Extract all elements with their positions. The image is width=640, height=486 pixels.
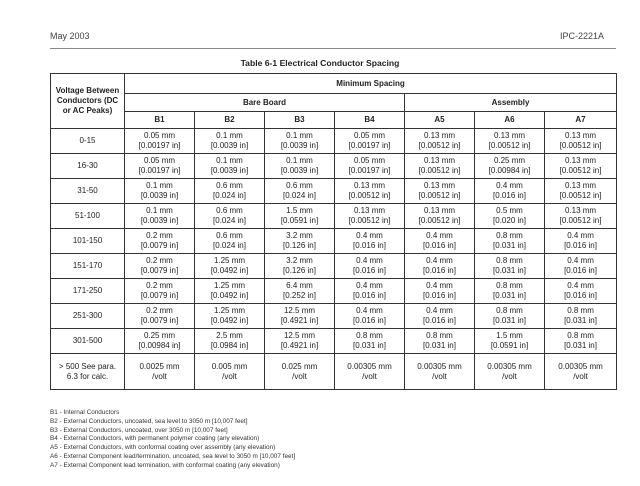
table-row bbox=[51, 354, 617, 390]
spacing-cell bbox=[125, 129, 195, 154]
spacing-metric: 0.00305 mm bbox=[347, 361, 392, 371]
spacing-imperial: [0.0079 in] bbox=[140, 241, 179, 250]
spacing-imperial: [0.016 in] bbox=[423, 316, 456, 325]
spacing-imperial: [0.0039 in] bbox=[210, 166, 249, 175]
spacing-imperial: [0.016 in] bbox=[564, 266, 597, 275]
document-id: IPC-2221A bbox=[560, 31, 605, 41]
spacing-metric: 0.4 mm bbox=[496, 181, 523, 190]
spacing-cell bbox=[545, 329, 617, 354]
spacing-metric: 0.025 mm bbox=[281, 361, 318, 371]
spacing-metric: 1.5 mm bbox=[496, 331, 523, 340]
spacing-imperial: /volt bbox=[573, 371, 588, 381]
spacing-metric: 0.4 mm bbox=[567, 281, 594, 290]
spacing-metric: 0.1 mm bbox=[216, 131, 243, 140]
spacing-imperial: [0.00512 in] bbox=[418, 216, 461, 225]
spacing-cell bbox=[405, 229, 475, 254]
column-header-b4: B4 bbox=[335, 112, 405, 129]
spacing-metric: 0.2 mm bbox=[146, 281, 173, 290]
voltage-cell: 171-250 bbox=[51, 279, 125, 304]
spacing-cell bbox=[405, 179, 475, 204]
spacing-cell bbox=[405, 304, 475, 329]
spacing-metric: 3.2 mm bbox=[286, 256, 313, 265]
spacing-cell bbox=[405, 204, 475, 229]
spacing-imperial: [0.024 in] bbox=[213, 241, 246, 250]
spacing-imperial: [0.024 in] bbox=[213, 191, 246, 200]
spacing-metric: 0.05 mm bbox=[353, 156, 386, 165]
spacing-cell bbox=[265, 179, 335, 204]
spacing-imperial: [0.00197 in] bbox=[348, 166, 391, 175]
spacing-cell bbox=[475, 129, 545, 154]
spacing-cell bbox=[335, 329, 405, 354]
spacing-cell bbox=[125, 254, 195, 279]
footnote-line: A6 - External Component lead/termination, uncoated, sea level to 3050 m [10,007 feet] bbox=[50, 452, 296, 460]
spacing-cell bbox=[545, 129, 617, 154]
footnote-line: A5 - External Conductors, with conformal coating over assembly (any elevation) bbox=[50, 444, 276, 452]
column-header-a7: A7 bbox=[545, 112, 617, 129]
header-rule bbox=[50, 48, 616, 49]
spacing-metric: 0.6 mm bbox=[216, 206, 243, 215]
spacing-cell bbox=[335, 179, 405, 204]
spacing-metric: 0.6 mm bbox=[286, 181, 313, 190]
spacing-metric: 6.4 mm bbox=[286, 281, 313, 290]
spacing-metric: 0.1 mm bbox=[146, 181, 173, 190]
spacing-cell bbox=[195, 179, 265, 204]
spacing-cell bbox=[125, 154, 195, 179]
bare-board-header: Bare Board bbox=[125, 94, 405, 112]
spacing-imperial: [0.031 in] bbox=[564, 341, 597, 350]
spacing-imperial: [0.00512 in] bbox=[418, 141, 461, 150]
table-title: Table 6-1 Electrical Conductor Spacing bbox=[240, 58, 400, 68]
spacing-metric: 0.00305 mm bbox=[487, 361, 532, 371]
spacing-cell bbox=[475, 279, 545, 304]
spacing-imperial: [0.016 in] bbox=[564, 291, 597, 300]
spacing-metric: 1.25 mm bbox=[213, 281, 246, 290]
column-header-b3: B3 bbox=[265, 112, 335, 129]
voltage-cell: 251-300 bbox=[51, 304, 125, 329]
spacing-metric: 0.8 mm bbox=[496, 306, 523, 315]
spacing-cell bbox=[265, 279, 335, 304]
spacing-imperial: [0.252 in] bbox=[283, 291, 316, 300]
footnote-line: B1 - Internal Conductors bbox=[50, 409, 120, 416]
spacing-cell bbox=[265, 304, 335, 329]
conductor-spacing-table bbox=[50, 73, 617, 390]
voltage-cell: 0-15 bbox=[51, 129, 125, 154]
spacing-metric: 0.4 mm bbox=[426, 231, 453, 240]
spacing-imperial: [0.0591 in] bbox=[280, 216, 319, 225]
spacing-cell bbox=[335, 254, 405, 279]
table-row bbox=[51, 304, 617, 329]
spacing-cell bbox=[125, 179, 195, 204]
spacing-imperial: [0.00512 in] bbox=[559, 141, 602, 150]
table-row bbox=[51, 129, 617, 154]
spacing-imperial: [0.016 in] bbox=[353, 316, 386, 325]
spacing-imperial: [0.0039 in] bbox=[140, 191, 179, 200]
spacing-metric: 0.00305 mm bbox=[558, 361, 603, 371]
footnote-line: A7 - External Component lead termination, with conformal coating (any elevation) bbox=[50, 461, 280, 469]
spacing-cell bbox=[545, 279, 617, 304]
spacing-imperial: [0.016 in] bbox=[353, 291, 386, 300]
spacing-cell bbox=[195, 229, 265, 254]
spacing-imperial: /volt bbox=[432, 371, 447, 381]
spacing-metric: 0.6 mm bbox=[216, 181, 243, 190]
spacing-imperial: [0.0492 in] bbox=[210, 316, 249, 325]
spacing-imperial: [0.031 in] bbox=[564, 316, 597, 325]
spacing-cell bbox=[545, 254, 617, 279]
spacing-cell bbox=[475, 304, 545, 329]
spacing-metric: 0.6 mm bbox=[216, 231, 243, 240]
spacing-imperial: /volt bbox=[292, 371, 307, 381]
spacing-metric: 0.4 mm bbox=[356, 231, 383, 240]
spacing-cell bbox=[195, 254, 265, 279]
spacing-imperial: [0.016 in] bbox=[423, 266, 456, 275]
spacing-cell bbox=[475, 329, 545, 354]
spacing-metric: 0.13 mm bbox=[423, 156, 456, 165]
spacing-imperial: [0.4921 in] bbox=[280, 316, 319, 325]
spacing-imperial: [0.031 in] bbox=[493, 266, 526, 275]
spacing-metric: 1.5 mm bbox=[286, 206, 313, 215]
spacing-metric: 0.13 mm bbox=[423, 206, 456, 215]
spacing-metric: 0.8 mm bbox=[567, 306, 594, 315]
spacing-cell bbox=[545, 354, 617, 390]
spacing-cell bbox=[405, 254, 475, 279]
spacing-metric: 0.2 mm bbox=[146, 231, 173, 240]
spacing-cell bbox=[475, 354, 545, 390]
spacing-imperial: [0.016 in] bbox=[493, 191, 526, 200]
spacing-cell bbox=[265, 129, 335, 154]
spacing-cell bbox=[265, 204, 335, 229]
voltage-cell: 101-150 bbox=[51, 229, 125, 254]
spacing-imperial: [0.00512 in] bbox=[348, 216, 391, 225]
spacing-metric: 0.2 mm bbox=[146, 256, 173, 265]
spacing-cell bbox=[195, 304, 265, 329]
spacing-imperial: [0.0039 in] bbox=[140, 216, 179, 225]
spacing-metric: 0.13 mm bbox=[423, 181, 456, 190]
spacing-cell bbox=[335, 229, 405, 254]
spacing-imperial: [0.00512 in] bbox=[488, 141, 531, 150]
column-header-b1: B1 bbox=[125, 112, 195, 129]
table-row bbox=[51, 204, 617, 229]
spacing-imperial: [0.016 in] bbox=[353, 241, 386, 250]
spacing-metric: 0.8 mm bbox=[496, 231, 523, 240]
spacing-metric: 0.1 mm bbox=[216, 156, 243, 165]
footnote-line: B4 - External Conductors, with permanent polymer coating (any elevation) bbox=[50, 435, 260, 443]
spacing-cell bbox=[195, 129, 265, 154]
spacing-metric: 1.25 mm bbox=[213, 256, 246, 265]
spacing-metric: 1.25 mm bbox=[213, 306, 246, 315]
spacing-metric: 0.4 mm bbox=[356, 281, 383, 290]
spacing-cell bbox=[125, 279, 195, 304]
spacing-cell bbox=[125, 229, 195, 254]
spacing-metric: 0.4 mm bbox=[567, 256, 594, 265]
spacing-cell bbox=[405, 279, 475, 304]
spacing-metric: 0.2 mm bbox=[146, 306, 173, 315]
spacing-metric: 0.8 mm bbox=[567, 331, 594, 340]
spacing-metric: 0.8 mm bbox=[426, 331, 453, 340]
spacing-imperial: /volt bbox=[222, 371, 237, 381]
spacing-metric: 2.5 mm bbox=[216, 331, 243, 340]
voltage-cell: 301-500 bbox=[51, 329, 125, 354]
column-header-a5: A5 bbox=[405, 112, 475, 129]
spacing-metric: 12.5 mm bbox=[283, 331, 316, 340]
spacing-imperial: [0.031 in] bbox=[423, 341, 456, 350]
spacing-cell bbox=[335, 204, 405, 229]
spacing-cell bbox=[195, 204, 265, 229]
spacing-cell bbox=[335, 154, 405, 179]
spacing-metric: 0.1 mm bbox=[286, 131, 313, 140]
spacing-cell bbox=[125, 354, 195, 390]
spacing-cell bbox=[545, 304, 617, 329]
minimum-spacing-header: Minimum Spacing bbox=[125, 74, 617, 94]
spacing-imperial: [0.024 in] bbox=[213, 216, 246, 225]
spacing-imperial: [0.126 in] bbox=[283, 241, 316, 250]
footnote-line: B3 - External Conductors, uncoated, over 3050 m [10,007 feet] bbox=[50, 426, 228, 434]
spacing-imperial: [0.00197 in] bbox=[348, 141, 391, 150]
table-row bbox=[51, 179, 617, 204]
spacing-cell bbox=[335, 129, 405, 154]
spacing-cell bbox=[195, 154, 265, 179]
spacing-cell bbox=[265, 229, 335, 254]
voltage-cell: 16-30 bbox=[51, 154, 125, 179]
spacing-cell bbox=[265, 354, 335, 390]
spacing-metric: 0.8 mm bbox=[496, 281, 523, 290]
spacing-metric: 0.1 mm bbox=[146, 206, 173, 215]
spacing-metric: 0.4 mm bbox=[426, 256, 453, 265]
spacing-metric: 0.00305 mm bbox=[417, 361, 462, 371]
spacing-imperial: [0.00197 in] bbox=[138, 166, 181, 175]
table-row bbox=[51, 254, 617, 279]
spacing-metric: 0.8 mm bbox=[496, 256, 523, 265]
spacing-metric: 0.13 mm bbox=[564, 131, 597, 140]
spacing-metric: 0.13 mm bbox=[423, 131, 456, 140]
spacing-cell bbox=[405, 354, 475, 390]
spacing-imperial: [0.00197 in] bbox=[138, 141, 181, 150]
spacing-imperial: [0.016 in] bbox=[564, 241, 597, 250]
spacing-cell bbox=[475, 204, 545, 229]
voltage-cell: 51-100 bbox=[51, 204, 125, 229]
spacing-cell bbox=[475, 154, 545, 179]
spacing-metric: 0.4 mm bbox=[426, 281, 453, 290]
spacing-cell bbox=[125, 304, 195, 329]
spacing-imperial: [0.0591 in] bbox=[490, 341, 529, 350]
spacing-imperial: [0.031 in] bbox=[353, 341, 386, 350]
spacing-cell bbox=[545, 179, 617, 204]
spacing-imperial: [0.126 in] bbox=[283, 266, 316, 275]
page-date: May 2003 bbox=[50, 31, 90, 41]
spacing-cell bbox=[265, 154, 335, 179]
spacing-imperial: [0.0079 in] bbox=[140, 291, 179, 300]
spacing-cell bbox=[195, 279, 265, 304]
spacing-metric: 0.5 mm bbox=[496, 206, 523, 215]
spacing-imperial: [0.00512 in] bbox=[559, 216, 602, 225]
spacing-imperial: [0.0039 in] bbox=[280, 166, 319, 175]
spacing-metric: 0.005 mm bbox=[211, 361, 248, 371]
spacing-metric: 0.4 mm bbox=[426, 306, 453, 315]
spacing-imperial: [0.024 in] bbox=[283, 191, 316, 200]
spacing-cell bbox=[265, 329, 335, 354]
spacing-imperial: [0.4921 in] bbox=[280, 341, 319, 350]
spacing-metric: 0.13 mm bbox=[353, 206, 386, 215]
spacing-cell bbox=[335, 279, 405, 304]
spacing-imperial: /volt bbox=[502, 371, 517, 381]
voltage-cell: 151-170 bbox=[51, 254, 125, 279]
assembly-header: Assembly bbox=[405, 94, 617, 112]
spacing-cell bbox=[475, 229, 545, 254]
spacing-imperial: /volt bbox=[362, 371, 377, 381]
spacing-cell bbox=[335, 354, 405, 390]
spacing-metric: 0.25 mm bbox=[143, 331, 176, 340]
column-header-b2: B2 bbox=[195, 112, 265, 129]
spacing-metric: 0.0025 mm bbox=[139, 361, 180, 371]
spacing-metric: 0.13 mm bbox=[493, 131, 526, 140]
spacing-cell bbox=[405, 329, 475, 354]
spacing-imperial: [0.016 in] bbox=[423, 241, 456, 250]
table-row bbox=[51, 154, 617, 179]
spacing-imperial: [0.031 in] bbox=[493, 316, 526, 325]
footnotes bbox=[50, 409, 620, 471]
spacing-metric: 0.25 mm bbox=[493, 156, 526, 165]
spacing-cell bbox=[195, 329, 265, 354]
spacing-imperial: [0.031 in] bbox=[493, 291, 526, 300]
spacing-imperial: [0.00512 in] bbox=[418, 191, 461, 200]
spacing-imperial: [0.00512 in] bbox=[418, 166, 461, 175]
spacing-imperial: [0.00512 in] bbox=[559, 191, 602, 200]
spacing-imperial: [0.020 in] bbox=[493, 216, 526, 225]
spacing-metric: 0.05 mm bbox=[353, 131, 386, 140]
spacing-metric: 0.05 mm bbox=[143, 156, 176, 165]
spacing-metric: 0.13 mm bbox=[564, 206, 597, 215]
spacing-imperial: [0.0039 in] bbox=[210, 141, 249, 150]
spacing-metric: 12.5 mm bbox=[283, 306, 316, 315]
spacing-imperial: [0.016 in] bbox=[353, 266, 386, 275]
spacing-imperial: [0.0079 in] bbox=[140, 316, 179, 325]
spacing-imperial: [0.031 in] bbox=[493, 241, 526, 250]
spacing-metric: 0.13 mm bbox=[564, 181, 597, 190]
spacing-imperial: [0.00512 in] bbox=[348, 191, 391, 200]
spacing-imperial: [0.00984 in] bbox=[488, 166, 531, 175]
spacing-metric: 0.8 mm bbox=[356, 331, 383, 340]
spacing-cell bbox=[265, 254, 335, 279]
spacing-cell bbox=[405, 154, 475, 179]
spacing-imperial: [0.0984 in] bbox=[210, 341, 249, 350]
spacing-cell bbox=[405, 129, 475, 154]
spacing-metric: 0.4 mm bbox=[567, 231, 594, 240]
spacing-imperial: [0.0039 in] bbox=[280, 141, 319, 150]
spacing-metric: 0.13 mm bbox=[353, 181, 386, 190]
footnote-line: B2 - External Conductors, uncoated, sea level to 3050 m [10,007 feet] bbox=[50, 417, 248, 425]
voltage-cell: > 500 See para. 6.3 for calc. bbox=[51, 354, 125, 390]
spacing-metric: 0.4 mm bbox=[356, 306, 383, 315]
spacing-imperial: /volt bbox=[152, 371, 167, 381]
spacing-cell bbox=[125, 329, 195, 354]
spacing-metric: 0.05 mm bbox=[143, 131, 176, 140]
spacing-cell bbox=[475, 254, 545, 279]
spacing-metric: 0.4 mm bbox=[356, 256, 383, 265]
spacing-imperial: [0.0492 in] bbox=[210, 266, 249, 275]
spacing-cell bbox=[335, 304, 405, 329]
table-row bbox=[51, 329, 617, 354]
spacing-cell bbox=[125, 204, 195, 229]
spacing-imperial: [0.0079 in] bbox=[140, 266, 179, 275]
column-header-a6: A6 bbox=[475, 112, 545, 129]
spacing-imperial: [0.0492 in] bbox=[210, 291, 249, 300]
spacing-imperial: [0.016 in] bbox=[423, 291, 456, 300]
spacing-metric: 0.13 mm bbox=[564, 156, 597, 165]
spacing-cell bbox=[545, 204, 617, 229]
spacing-cell bbox=[545, 154, 617, 179]
spacing-cell bbox=[195, 354, 265, 390]
spacing-metric: 0.1 mm bbox=[286, 156, 313, 165]
table-row bbox=[51, 279, 617, 304]
spacing-imperial: [0.00512 in] bbox=[559, 166, 602, 175]
voltage-cell: 31-50 bbox=[51, 179, 125, 204]
spacing-metric: 3.2 mm bbox=[286, 231, 313, 240]
spacing-cell bbox=[475, 179, 545, 204]
spacing-imperial: [0.00984 in] bbox=[138, 341, 181, 350]
table-row bbox=[51, 229, 617, 254]
voltage-header: Voltage Between Conductors (DC or AC Peaks) bbox=[51, 74, 125, 129]
spacing-cell bbox=[545, 229, 617, 254]
